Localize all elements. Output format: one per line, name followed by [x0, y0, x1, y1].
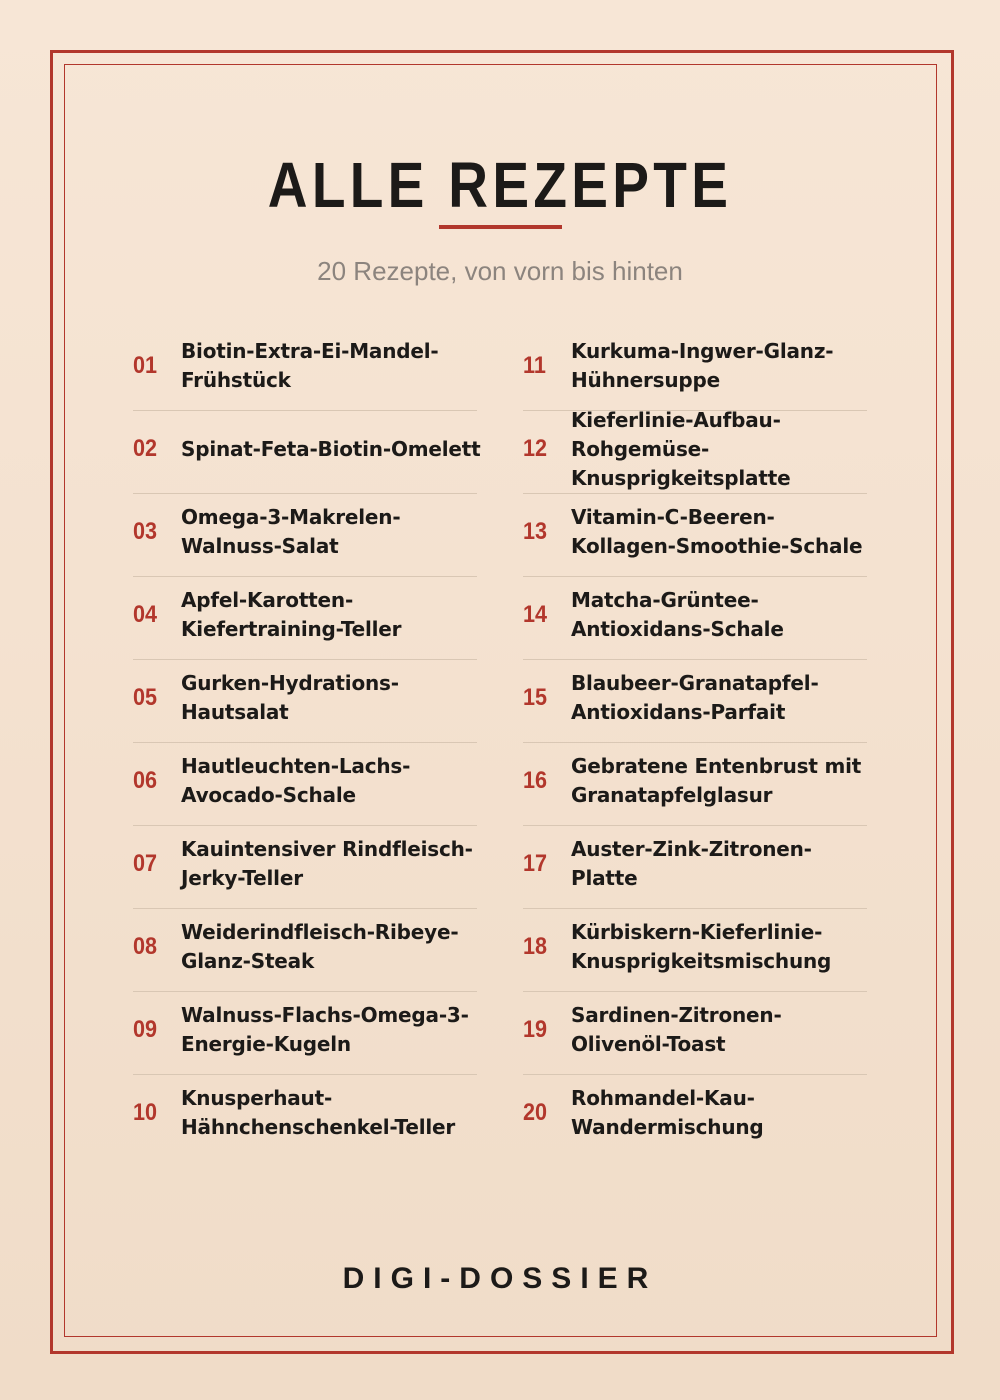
recipe-row	[523, 407, 867, 494]
recipe-number: 10	[133, 1099, 158, 1126]
recipe-name: Kürbiskern-Kieferlinie-Knusprigkeitsmischung	[571, 920, 832, 973]
recipe-number: 08	[133, 933, 158, 960]
recipe-name: Gurken-Hydrations-Hautsalat	[181, 671, 399, 724]
recipe-name: Spinat-Feta-Biotin-Omelett	[181, 436, 481, 461]
recipe-row	[133, 909, 477, 992]
title-underline	[439, 225, 562, 229]
recipe-name: Biotin-Extra-Ei-Mandel-Frühstück	[181, 339, 439, 392]
recipe-name: Matcha-Grüntee-Antioxidans-Schale	[571, 588, 784, 641]
recipe-number: 13	[523, 518, 548, 545]
recipe-name: Weiderindfleisch-Ribeye-Glanz-Steak	[181, 920, 459, 973]
recipe-name: Blaubeer-Granatapfel-Antioxidans-Parfait	[571, 671, 819, 724]
recipe-name: Knusperhaut-Hähnchenschenkel-Teller	[181, 1086, 456, 1139]
recipe-name: Sardinen-Zitronen-Olivenöl-Toast	[571, 1003, 782, 1056]
recipe-list-right	[523, 328, 867, 1158]
recipe-row	[133, 992, 477, 1075]
recipe-row	[133, 743, 477, 826]
recipe-row	[523, 577, 867, 660]
page-title: ALLE REZEPTE	[267, 149, 733, 221]
recipe-number: 17	[523, 850, 548, 877]
recipe-list-left	[133, 328, 481, 1158]
recipe-row	[133, 577, 477, 660]
footer-brand: DIGI-DOSSIER	[342, 1262, 658, 1295]
recipe-row	[133, 411, 481, 494]
recipe-number: 15	[523, 684, 548, 711]
recipe-name: Walnuss-Flachs-Omega-3-Energie-Kugeln	[181, 1003, 469, 1056]
recipe-name: Kieferlinie-Aufbau-Rohgemüse-Knusprigkeitsplatte	[571, 407, 791, 490]
recipe-row	[523, 992, 867, 1075]
recipe-number: 11	[523, 352, 546, 379]
recipe-number: 19	[523, 1016, 548, 1043]
recipe-name: Rohmandel-Kau-Wandermischung	[571, 1086, 764, 1139]
recipe-name: Omega-3-Makrelen-Walnuss-Salat	[181, 505, 401, 558]
recipe-name: Auster-Zink-Zitronen-Platte	[571, 837, 812, 890]
recipe-number: 18	[523, 933, 548, 960]
recipe-number: 20	[523, 1099, 548, 1126]
recipe-row	[133, 1075, 477, 1158]
recipe-number: 04	[133, 601, 158, 628]
page-subtitle: 20 Rezepte, von vorn bis hinten	[317, 256, 683, 286]
recipe-row	[523, 743, 867, 826]
recipe-number: 03	[133, 518, 158, 545]
recipe-name: Gebratene Entenbrust mit Granatapfelglasur	[571, 754, 862, 807]
recipe-row	[523, 494, 867, 577]
recipe-row	[523, 328, 867, 411]
recipe-name: Hautleuchten-Lachs-Avocado-Schale	[181, 754, 411, 807]
recipe-number: 01	[133, 352, 158, 379]
recipe-number: 06	[133, 767, 158, 794]
recipe-row	[523, 1075, 867, 1158]
recipe-row	[133, 826, 477, 909]
recipe-name: Kurkuma-Ingwer-Glanz-Hühnersuppe	[571, 339, 834, 392]
recipe-name: Apfel-Karotten-Kiefertraining-Teller	[181, 588, 402, 641]
recipe-number: 05	[133, 684, 158, 711]
recipe-number: 12	[523, 435, 548, 462]
recipe-number: 09	[133, 1016, 158, 1043]
recipe-number: 07	[133, 850, 158, 877]
recipe-row	[133, 328, 477, 411]
recipe-name: Vitamin-C-Beeren-Kollagen-Smoothie-Schale	[571, 505, 863, 558]
recipe-row	[133, 660, 477, 743]
recipe-name: Kauintensiver Rindfleisch-Jerky-Teller	[181, 837, 473, 890]
recipe-row	[523, 826, 867, 909]
recipe-number: 14	[523, 601, 548, 628]
recipe-number: 16	[523, 767, 548, 794]
recipe-row	[523, 660, 867, 743]
recipe-number: 02	[133, 435, 158, 462]
recipe-row	[523, 909, 867, 992]
recipe-row	[133, 494, 477, 577]
